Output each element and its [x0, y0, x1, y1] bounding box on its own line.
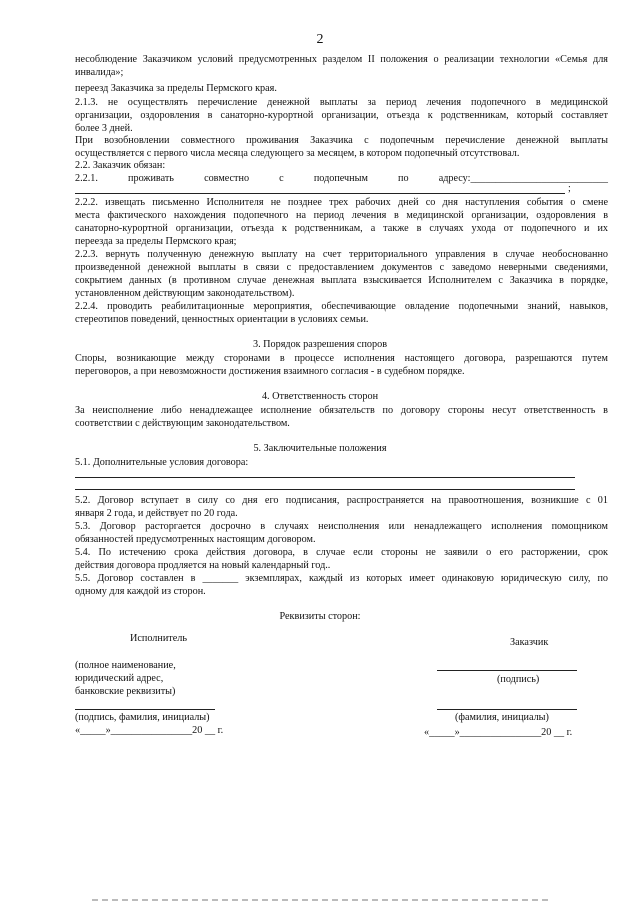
text-line: При возобновлении совместного проживания Заказчика с подопечным перечисление денежной выплаты [75, 135, 608, 146]
executor-info: юридический адрес, [75, 673, 164, 684]
text-line: инвалида»; [75, 67, 124, 78]
text-word: адресу:___________________________ [438, 173, 608, 184]
text-word: подопечным [313, 173, 368, 184]
text-line: обязанностей предусмотренных настоящим договором. [75, 534, 316, 545]
text-word: проживать [128, 173, 174, 184]
text-line: 2.2.4. проводить реабилитационные мероприятия, обеспечивающие овладение подопечными знаний, навыков, [75, 301, 608, 312]
text-line: установленном действующим законодательством). [75, 288, 295, 299]
executor-info: (полное наименование, [75, 660, 176, 671]
text-line: За неисполнение либо ненадлежащее исполнение обязательств по договору стороны несут ответственность в [75, 405, 608, 416]
requisites-heading: Реквизиты сторон: [279, 611, 361, 622]
text-line: 2.2.3. вернуть полученную денежную выплату на счет территориального управления в случае необоснованно [75, 249, 608, 260]
text-line: 2.1.3. не осуществлять перечисление денежной выплаты за период лечения подопечного в медицинской [75, 97, 608, 108]
text-line: января 2 года, и действует по 20 года. [75, 508, 238, 519]
page-edge-artifact [92, 899, 548, 901]
text-line: места фактического нахождения подопечного на период лечения в медицинской организации, оздоровления в [75, 210, 608, 221]
text-line: организации, оздоровления в санаторно-курортной организации, отъезда к родственникам, который составляет [75, 110, 608, 121]
blank-line [75, 477, 575, 478]
text-line: стереотипов поведений, ценностных ориентации в условиях семьи. [75, 314, 369, 325]
text-line: более 3 дней. [75, 123, 133, 134]
section-heading: 3. Порядок разрешения споров [252, 339, 387, 350]
address-line [75, 172, 608, 185]
text-line: санаторно-курортной организации, отъезда к родственникам, а также в случаях ухода от подопечного и их [75, 223, 608, 234]
text-line: осуществляется с первого числа месяца следующего за месяцем, в котором подопечный отсутствовал. [75, 148, 520, 159]
text-word: 2.2.1. [75, 173, 98, 184]
signature-line [75, 709, 215, 710]
text-line: 5.3. Договор расторгается досрочно в случаях неисполнения или ненадлежащего исполнения помощником [75, 521, 608, 532]
date-field: «_____»________________20 __ г. [424, 727, 573, 738]
text-line: 5.4. По истечению срока действия договора, в случае если стороны не заявили о его расторжении, срок [75, 547, 608, 558]
text-line: 5.1. Дополнительные условия договора: [75, 457, 249, 468]
section-heading: 5. Заключительные положения [253, 443, 387, 454]
text-line: ; [568, 183, 571, 194]
signature-caption: (подпись, фамилия, инициалы) [75, 712, 210, 723]
text-line: переезда за пределы Пермского края; [75, 236, 237, 247]
blank-line [75, 489, 575, 490]
signature-line [437, 709, 577, 710]
text-line: несоблюдение Заказчиком условий предусмотренных разделом II положения о реализации технологии «Семья для [75, 54, 608, 65]
text-line: произведенной денежной выплаты в связи с предоставлением документов с заведомо неверными сведениями, [75, 262, 608, 273]
signature-caption: (подпись) [497, 674, 540, 685]
page-number: 2 [316, 32, 324, 47]
section-heading: 4. Ответственность сторон [261, 391, 379, 402]
executor-label: Исполнитель [130, 633, 187, 644]
blank-line [75, 193, 565, 194]
text-line: действия договора продляется на новый календарный год.. [75, 560, 331, 571]
text-line: сокрытием данных (в противном случае денежная выплата взыскивается Исполнителем с Заказчика в порядке, [75, 275, 608, 286]
text-word: по [398, 173, 409, 184]
text-line: 2.2.2. извещать письменно Исполнителя не позднее трех рабочих дней со дня наступления события о смене [75, 197, 608, 208]
customer-label: Заказчик [510, 637, 549, 648]
text-line: переезд Заказчика за пределы Пермского края. [75, 83, 277, 94]
text-line: переговоров, а при невозможности достижения взаимного согласия - в судебном порядке. [75, 366, 465, 377]
text-line: 5.5. Договор составлен в _______ экземплярах, каждый из которых имеет одинаковую юридическую силу, по [75, 573, 608, 584]
text-line: 5.2. Договор вступает в силу со дня его подписания, распространяется на правоотношения, возникшие с 01 [75, 495, 608, 506]
text-word: совместно [204, 173, 250, 184]
signature-caption: (фамилия, инициалы) [455, 712, 549, 723]
text-word: с [279, 173, 284, 184]
text-line: одному для каждой из сторон. [75, 586, 206, 597]
executor-info: банковские реквизиты) [75, 686, 176, 697]
date-field: «_____»________________20 __ г. [75, 725, 224, 736]
signature-line [437, 670, 577, 671]
text-line: 2.2. Заказчик обязан: [75, 160, 166, 171]
text-line: Споры, возникающие между сторонами в процессе исполнения настоящего договора, разрешаются путем [75, 353, 608, 364]
text-line: соответствии с действующим законодательством. [75, 418, 290, 429]
